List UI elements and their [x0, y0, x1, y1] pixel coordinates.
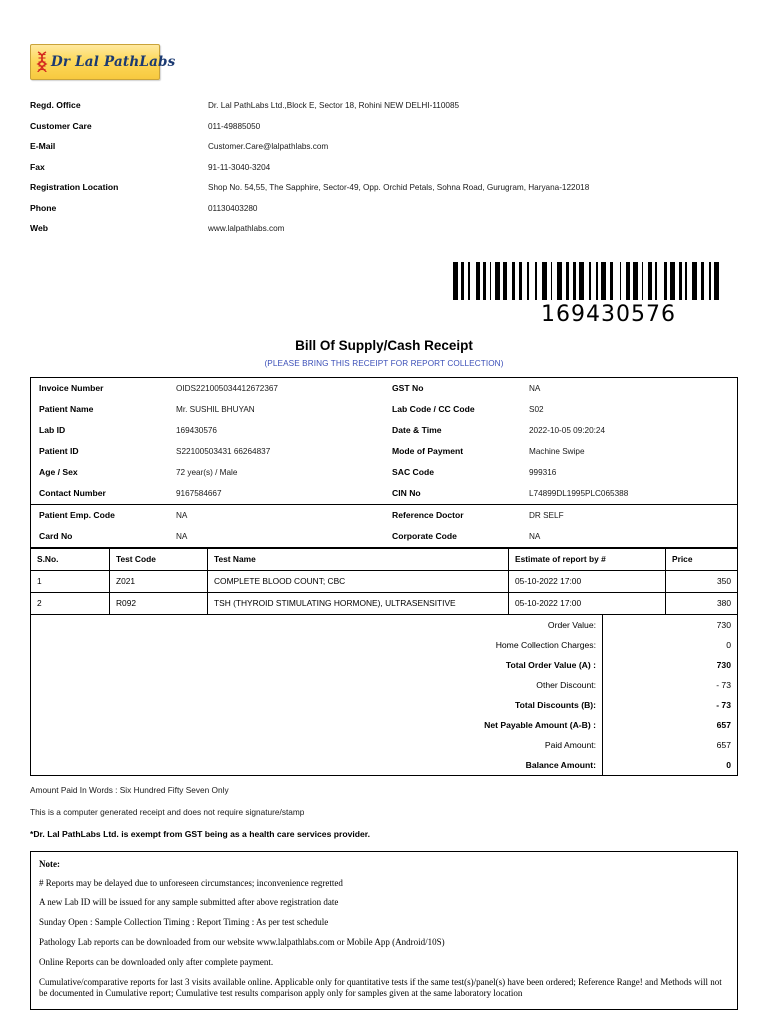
barcode-bar — [676, 262, 678, 300]
barcode-bar — [490, 262, 492, 300]
contact-row — [30, 121, 738, 142]
totals-label: Balance Amount: — [31, 755, 603, 776]
barcode-bar — [516, 262, 518, 300]
contact-label: Web — [30, 223, 48, 233]
barcode-bar — [530, 262, 535, 300]
contact-row — [30, 223, 738, 244]
barcode-bar — [653, 262, 655, 300]
column-header-estimate: Estimate of report by # — [509, 548, 666, 570]
contact-value: Customer.Care@lalpathlabs.com — [208, 142, 329, 151]
contact-label: Regd. Office — [30, 100, 81, 110]
details-extra-grid — [31, 504, 737, 548]
note-line: Pathology Lab reports can be downloaded from our website www.lalpathlabs.com or Mobile App (Android/10S) — [39, 937, 445, 948]
barcode-bar — [585, 262, 588, 300]
logo-text: Dr Lal PathLabs — [51, 54, 176, 70]
barcode-bar — [631, 262, 633, 300]
detail-row — [384, 526, 737, 547]
barcode-bar — [471, 262, 476, 300]
barcode-bars — [453, 262, 720, 300]
detail-label: SAC Code — [392, 467, 435, 477]
barcode-number: 169430576 — [541, 301, 676, 327]
totals-row — [31, 755, 738, 776]
gst-exempt-note: *Dr. Lal PathLabs Ltd. is exempt from GST being as a health care services provider. — [30, 828, 371, 839]
barcode-bar — [626, 262, 629, 300]
detail-label: Date & Time — [392, 425, 442, 435]
dna-helix-icon — [36, 51, 48, 73]
note-line: Online Reports can be downloaded only after complete payment. — [39, 957, 274, 968]
column-header-testname: Test Name — [208, 548, 509, 570]
invoice-details-table — [30, 377, 738, 548]
contact-info-block — [30, 100, 738, 244]
detail-label: Lab Code / CC Code — [392, 404, 475, 414]
detail-value: L74899DL1995PLC065388 — [529, 488, 629, 498]
details-left-column — [31, 378, 384, 504]
details-right-column — [384, 378, 737, 504]
barcode-bar — [714, 262, 719, 300]
company-logo — [30, 44, 176, 80]
contact-row — [30, 100, 738, 121]
contact-row — [30, 203, 738, 224]
computer-generated-note: This is a computer generated receipt and does not require signature/stamp — [30, 806, 305, 817]
detail-label: Age / Sex — [39, 467, 78, 477]
barcode-bar — [639, 262, 641, 300]
test-sno: 1 — [31, 570, 110, 592]
totals-label: Net Payable Amount (A-B) : — [31, 715, 603, 735]
detail-row — [31, 462, 384, 483]
column-header-sno: S.No. — [31, 548, 110, 570]
detail-row — [31, 378, 384, 399]
contact-value: Dr. Lal PathLabs Ltd.,Block E, Sector 18, Rohini NEW DELHI-110085 — [208, 101, 460, 110]
test-estimate: 05-10-2022 17:00 — [509, 570, 666, 592]
barcode-bar — [688, 262, 691, 300]
barcode-bar — [692, 262, 697, 300]
barcode-bar — [664, 262, 667, 300]
detail-value: NA — [529, 383, 541, 393]
barcode-bar — [483, 262, 486, 300]
detail-label: GST No — [392, 383, 424, 393]
detail-row — [384, 441, 737, 462]
barcode-bar — [563, 262, 565, 300]
barcode-bar — [668, 262, 670, 300]
barcode-bar — [519, 262, 522, 300]
barcode-bar — [465, 262, 467, 300]
barcode-bar — [538, 262, 541, 300]
barcode-bar — [622, 262, 625, 300]
barcode-bar — [685, 262, 687, 300]
detail-label: Patient Name — [39, 404, 94, 414]
barcode-bar — [592, 262, 595, 300]
detail-label: Lab ID — [39, 425, 66, 435]
barcode-bar — [709, 262, 711, 300]
table-row — [31, 570, 738, 592]
detail-label: Corporate Code — [392, 531, 457, 541]
detail-row — [384, 420, 737, 441]
contact-label: E-Mail — [30, 141, 56, 151]
column-header-testcode: Test Code — [110, 548, 208, 570]
barcode-bar — [503, 262, 506, 300]
contact-row — [30, 162, 738, 183]
barcode-bar — [607, 262, 609, 300]
tests-header-row — [31, 548, 738, 570]
contact-row — [30, 182, 738, 203]
detail-value: NA — [176, 510, 188, 520]
amount-in-words: Amount Paid In Words : Six Hundred Fifty Seven Only — [30, 784, 229, 795]
totals-row — [31, 715, 738, 735]
totals-value: 730 — [603, 655, 738, 675]
test-estimate: 05-10-2022 17:00 — [509, 592, 666, 614]
detail-row — [31, 399, 384, 420]
totals-value: 0 — [603, 755, 738, 776]
contact-label: Phone — [30, 202, 57, 213]
detail-value: Mr. SUSHIL BHUYAN — [176, 404, 255, 414]
totals-value: 730 — [603, 615, 738, 635]
barcode-bar — [542, 262, 547, 300]
barcode-bar — [589, 262, 591, 300]
detail-value: NA — [176, 531, 188, 541]
contact-value: Shop No. 54,55, The Sapphire, Sector-49, Opp. Orchid Petals, Sohna Road, Gurugram, Haryana-122018 — [208, 183, 590, 192]
barcode-bar — [453, 262, 458, 300]
contact-value: 01130403280 — [208, 203, 258, 213]
detail-row — [384, 378, 737, 399]
detail-value: OIDS221005034412672367 — [176, 383, 278, 393]
barcode-bar — [553, 262, 556, 300]
detail-row — [384, 505, 737, 526]
detail-label: Mode of Payment — [392, 446, 464, 456]
barcode-bar — [670, 262, 675, 300]
note-title: Note: — [39, 858, 60, 869]
details-main-grid — [31, 378, 737, 504]
barcode-bar — [501, 262, 503, 300]
detail-row — [31, 526, 384, 547]
barcode-bar — [468, 262, 470, 300]
barcode-bar — [596, 262, 598, 300]
test-code: Z021 — [110, 570, 208, 592]
detail-label: Contact Number — [39, 488, 106, 498]
barcode-bar — [683, 262, 685, 300]
totals-row — [31, 695, 738, 715]
totals-label: Order Value: — [31, 615, 603, 635]
totals-value: 657 — [603, 715, 738, 735]
barcode-bar — [655, 262, 657, 300]
detail-label: Patient ID — [39, 446, 79, 456]
page-subtitle: (PLEASE BRING THIS RECEIPT FOR REPORT COLLECTION) — [264, 358, 504, 368]
barcode-area — [30, 262, 738, 332]
totals-label: Total Order Value (A) : — [31, 655, 603, 675]
note-line: Sunday Open : Sample Collection Timing : Report Timing : As per test schedule — [39, 917, 329, 928]
test-name: TSH (THYROID STIMULATING HORMONE), ULTRASENSITIVE — [208, 592, 509, 614]
barcode-bar — [701, 262, 704, 300]
tests-table — [30, 548, 738, 615]
detail-label: Patient Emp. Code — [39, 510, 115, 520]
totals-label: Other Discount: — [31, 675, 603, 695]
barcode-bar — [487, 262, 489, 300]
barcode-bar — [644, 262, 647, 300]
barcode-bar — [523, 262, 526, 300]
note-box — [30, 851, 738, 1011]
test-sno: 2 — [31, 592, 110, 614]
detail-row — [384, 462, 737, 483]
totals-table — [30, 615, 738, 776]
detail-row — [384, 483, 737, 504]
barcode-bar — [535, 262, 537, 300]
detail-row — [31, 441, 384, 462]
barcode-bar — [712, 262, 714, 300]
barcode-bar — [570, 262, 572, 300]
detail-row — [31, 483, 384, 504]
page-title: Bill Of Supply/Cash Receipt — [295, 337, 473, 353]
barcode-bar — [476, 262, 479, 300]
totals-label: Total Discounts (B): — [31, 695, 603, 715]
barcode-bar — [557, 262, 562, 300]
footer-lines — [30, 785, 738, 839]
barcode-bar — [698, 262, 700, 300]
detail-value: 999316 — [529, 467, 557, 477]
detail-row — [384, 399, 737, 420]
totals-row — [31, 735, 738, 755]
detail-value: S22100503431 66264837 — [176, 446, 271, 456]
barcode-bar — [642, 262, 644, 300]
totals-row — [31, 635, 738, 655]
barcode-bar — [492, 262, 494, 300]
barcode-bar — [658, 262, 663, 300]
detail-value: NA — [529, 531, 541, 541]
contact-value: www.lalpathlabs.com — [208, 224, 285, 233]
barcode-bar — [620, 262, 622, 300]
test-price: 380 — [666, 592, 738, 614]
barcode-bar — [548, 262, 550, 300]
totals-label: Paid Amount: — [31, 735, 603, 755]
barcode-bar — [648, 262, 651, 300]
detail-label: CIN No — [392, 488, 421, 498]
detail-value: Machine Swipe — [529, 446, 585, 456]
logo-container — [30, 0, 738, 90]
detail-value: DR SELF — [529, 510, 564, 520]
barcode-bar — [512, 262, 515, 300]
contact-row — [30, 141, 738, 162]
barcode-bar — [573, 262, 576, 300]
barcode-bar — [633, 262, 638, 300]
barcode-bar — [481, 262, 483, 300]
detail-label: Invoice Number — [39, 383, 104, 393]
contact-value: 91-11-3040-3204 — [208, 162, 271, 172]
barcode-bar — [461, 262, 464, 300]
note-line: A new Lab ID will be issued for any sample submitted after above registration date — [39, 897, 339, 908]
detail-row — [31, 505, 384, 526]
totals-label: Home Collection Charges: — [31, 635, 603, 655]
barcode-bar — [566, 262, 569, 300]
barcode-bar — [705, 262, 708, 300]
barcode-bar — [679, 262, 682, 300]
column-header-price: Price — [666, 548, 738, 570]
totals-value: 0 — [603, 635, 738, 655]
detail-value: 169430576 — [176, 425, 217, 435]
detail-value: 9167584667 — [176, 488, 222, 498]
totals-value: 657 — [603, 735, 738, 755]
table-row — [31, 592, 738, 614]
totals-value: - 73 — [603, 695, 738, 715]
detail-label: Card No — [39, 531, 73, 541]
barcode-bar — [579, 262, 584, 300]
contact-label: Customer Care — [30, 120, 92, 131]
detail-value: S02 — [529, 404, 544, 414]
details-right-extra-column — [384, 505, 737, 547]
totals-value: - 73 — [603, 675, 738, 695]
contact-label: Registration Location — [30, 182, 119, 192]
barcode-bar — [527, 262, 529, 300]
note-line: # Reports may be delayed due to unforeseen circumstances; inconvenience regretted — [39, 877, 343, 888]
barcode-bar — [577, 262, 579, 300]
barcode-bar — [495, 262, 500, 300]
barcode-bar — [551, 262, 553, 300]
test-price: 350 — [666, 570, 738, 592]
barcode-bar — [459, 262, 461, 300]
barcode-bar — [614, 262, 619, 300]
detail-value: 2022-10-05 09:20:24 — [529, 425, 606, 435]
totals-row — [31, 615, 738, 635]
test-code: R092 — [110, 592, 208, 614]
barcode-bar — [610, 262, 613, 300]
barcode-bar — [508, 262, 511, 300]
detail-label: Reference Doctor — [392, 510, 464, 520]
note-line: Cumulative/comparative reports for last 3 visits available online. Applicable only for quantitative tests if the same test(s)/panel(s) have been ordered; Reference Range! and Methods will not be documented in Cumulative report; Cumulative test results comparison apply only for samples given at the same laboratory location — [39, 977, 722, 999]
totals-row — [31, 675, 738, 695]
contact-label: Fax — [30, 161, 45, 172]
totals-row — [31, 655, 738, 675]
barcode-bar — [601, 262, 606, 300]
details-left-extra-column — [31, 505, 384, 547]
barcode-bar — [599, 262, 601, 300]
detail-row — [31, 420, 384, 441]
test-name: COMPLETE BLOOD COUNT; CBC — [208, 570, 509, 592]
detail-value: 72 year(s) / Male — [176, 467, 238, 477]
contact-value: 011-49885050 — [208, 121, 261, 131]
